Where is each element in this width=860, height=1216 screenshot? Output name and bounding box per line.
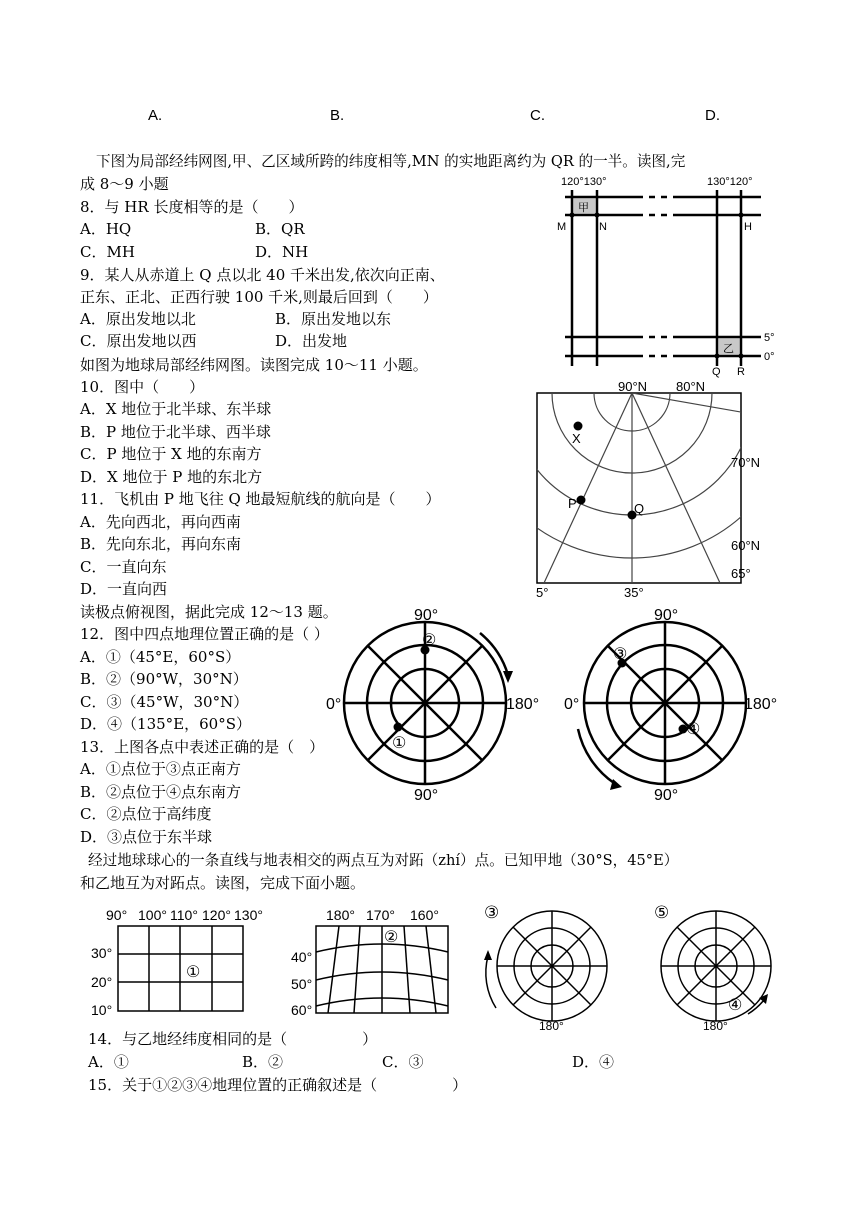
fig1-point-n [595, 213, 600, 218]
map-b-lon-2: 160° [410, 907, 439, 923]
q12-option-c: C．③（45°W，30°N） [80, 693, 249, 711]
q12-option-d: D．④（135°E，60°S） [80, 715, 251, 733]
map-a-lon-2: 110° [170, 907, 198, 923]
figure-polar-views [322, 603, 782, 803]
map-a-lat-0: 30° [91, 945, 113, 961]
figure-graticule-jia-yi [555, 170, 780, 380]
map-b-lon-1: 170° [366, 907, 395, 923]
q11-option-c: C．一直向东 [80, 558, 167, 576]
fig2-label-90n: 90°N [618, 379, 648, 394]
intro-q14-15-line2: 和乙地互为对跖点。读图，完成下面小题。 [80, 874, 366, 892]
q14-option-b: B．② [242, 1053, 284, 1071]
figure-four-maps [88, 900, 788, 1030]
map-b-lat-1: 50° [291, 976, 313, 992]
fig2-label-q: Q [634, 501, 645, 516]
fig2-label-lon35: 35° [624, 585, 644, 600]
q10-stem: 10．图中（ ） [80, 378, 205, 396]
q10-option-a: A．X 地位于北半球、东半球 [80, 400, 272, 418]
polar-left-point-1 [394, 723, 403, 732]
q13-option-b: B．②点位于④点东南方 [80, 783, 242, 801]
map-d-polar [654, 903, 771, 1030]
polar-left-label-top: 90° [414, 607, 439, 624]
polar-right-label-p4: ④ [686, 721, 701, 738]
fig2-label-60n: 60°N [731, 538, 761, 553]
polar-left-label-p2: ② [422, 632, 437, 649]
q15-stem: 15．关于①②③④地理位置的正确叙述是（ ） [88, 1076, 468, 1094]
map-b-lat-0: 40° [291, 949, 313, 965]
intro-q8-9-line2: 成 8～9 小题 [80, 175, 169, 193]
fig1-yi-label: 乙 [723, 343, 734, 355]
polar-left-label-right: 180° [506, 696, 540, 713]
q13-stem: 13．上图各点中表述正确的是（ ） [80, 738, 325, 756]
fig1-lon-right: 130°120° [707, 176, 753, 188]
q14-stem: 14．与乙地经纬度相同的是（ ） [88, 1030, 378, 1048]
map-c-polar [484, 903, 607, 1030]
polar-right-label-bottom: 90° [654, 787, 679, 803]
q14-option-a: A．① [88, 1053, 129, 1071]
figure-polar-sector-graticule [530, 378, 775, 600]
polar-right-label-left: 0° [564, 696, 580, 713]
q12-option-a: A．①（45°E，60°S） [80, 648, 241, 666]
fig1-lon-left: 120°130° [561, 176, 607, 188]
polar-left-label-left: 0° [326, 696, 342, 713]
fig2-point-p [577, 496, 586, 505]
map-a-lon-1: 100° [138, 907, 167, 923]
map-d-point-4: ④ [728, 997, 743, 1014]
map-c-label-180: 180° [539, 1019, 564, 1030]
fig1-jia-label: 甲 [578, 202, 589, 214]
q8-option-c: C．MH [80, 243, 135, 261]
fig1-point-h [739, 213, 744, 218]
polar-view-right [584, 622, 746, 784]
q12-option-b: B．②（90°W，30°N） [80, 670, 248, 688]
fig1-point-m [570, 213, 575, 218]
q14-option-d: D．④ [572, 1053, 615, 1071]
prev-option-d: D. [705, 107, 720, 124]
intro-q12-13: 读极点俯视图，据此完成 12～13 题。 [80, 603, 338, 621]
q12-stem: 12．图中四点地理位置正确的是（ ） [80, 625, 329, 643]
intro-q8-9-line1: 下图为局部经纬网图,甲、乙区域所跨的纬度相等,MN 的实地距离约为 QR 的一半。读图,完 [96, 153, 686, 170]
fig2-label-x: X [572, 431, 581, 446]
polar-right-label-p3: ③ [613, 646, 628, 663]
fig2-point-x [574, 422, 583, 431]
map-a-grid [91, 907, 263, 1018]
intro-q10-11: 如图为地球局部经纬网图。读图完成 10～11 小题。 [80, 356, 428, 374]
q9-option-c: C．原出发地以西 [80, 332, 197, 350]
fig1-lat-5: 5° [764, 332, 775, 344]
fig2-label-70n: 70°N [731, 455, 761, 470]
fig1-label-n: N [599, 221, 607, 233]
fig1-label-r: R [737, 366, 745, 378]
fig2-label-p: P [568, 496, 577, 511]
q8-option-b: B．QR [255, 220, 305, 238]
map-d-point-5: ⑤ [654, 903, 670, 922]
map-c-point-3: ③ [484, 903, 500, 922]
intro-q14-15-line1: 经过地球球心的一条直线与地表相交的两点互为对跖（zhí）点。已知甲地（30°S，45°E） [88, 852, 679, 869]
q14-option-c: C．③ [382, 1053, 424, 1071]
q13-option-c: C．②点位于高纬度 [80, 805, 212, 823]
map-b-lat-2: 60° [291, 1002, 313, 1018]
q10-option-b: B．P 地位于北半球、西半球 [80, 423, 271, 441]
polar-left-label-bottom: 90° [414, 787, 439, 803]
q9-option-b: B．原出发地以东 [275, 310, 392, 328]
prev-option-c: C. [530, 107, 545, 124]
fig1-point-q [715, 354, 720, 359]
fig2-label-65: 65° [731, 566, 751, 581]
fig1-label-h: H [744, 221, 752, 233]
q9-option-a: A．原出发地以北 [80, 310, 196, 328]
fig2-label-lon5: 5° [536, 585, 549, 600]
fig1-point-r [739, 354, 744, 359]
fig2-label-80n: 80°N [676, 379, 706, 394]
q8-option-a: A．HQ [80, 220, 132, 238]
q11-option-a: A．先向西北，再向西南 [80, 513, 241, 531]
q11-option-d: D．一直向西 [80, 580, 168, 598]
prev-option-b: B. [330, 107, 345, 124]
q13-option-d: D．③点位于东半球 [80, 828, 213, 846]
q9-stem-line1: 9．某人从赤道上 Q 点以北 40 千米出发,依次向正南、 [80, 266, 445, 284]
map-b-lon-0: 180° [326, 907, 355, 923]
polar-left-label-p1: ① [392, 735, 407, 752]
q11-option-b: B．先向东北，再向东南 [80, 535, 242, 553]
map-a-lat-2: 10° [91, 1002, 113, 1018]
q10-option-d: D．X 地位于 P 地的东北方 [80, 468, 263, 486]
fig1-lat-0: 0° [764, 351, 775, 363]
fig1-label-q: Q [712, 366, 721, 378]
prev-option-a: A. [148, 107, 163, 124]
q8-stem: 8．与 HR 长度相等的是（ ） [80, 198, 304, 216]
map-a-lon-3: 120° [202, 907, 231, 923]
polar-right-label-top: 90° [654, 607, 679, 624]
q9-option-d: D．出发地 [275, 332, 348, 350]
map-a-lon-4: 130° [234, 907, 263, 923]
q9-stem-line2: 正东、正北、正西行驶 100 千米,则最后回到（ ） [80, 288, 438, 306]
q8-option-d: D．NH [255, 243, 309, 261]
q11-stem: 11．飞机由 P 地飞往 Q 地最短航线的航向是（ ） [80, 490, 441, 508]
q13-option-a: A．①点位于③点正南方 [80, 760, 241, 778]
map-b-point-2: ② [384, 929, 399, 946]
map-b-curved [291, 907, 448, 1018]
fig1-label-m: M [557, 221, 567, 233]
map-a-point-1: ① [186, 964, 201, 981]
map-d-label-180: 180° [703, 1019, 728, 1030]
polar-right-label-right: 180° [744, 696, 778, 713]
map-a-lat-1: 20° [91, 974, 113, 990]
q10-option-c: C．P 地位于 X 地的东南方 [80, 445, 262, 463]
map-a-lon-0: 90° [106, 907, 128, 923]
